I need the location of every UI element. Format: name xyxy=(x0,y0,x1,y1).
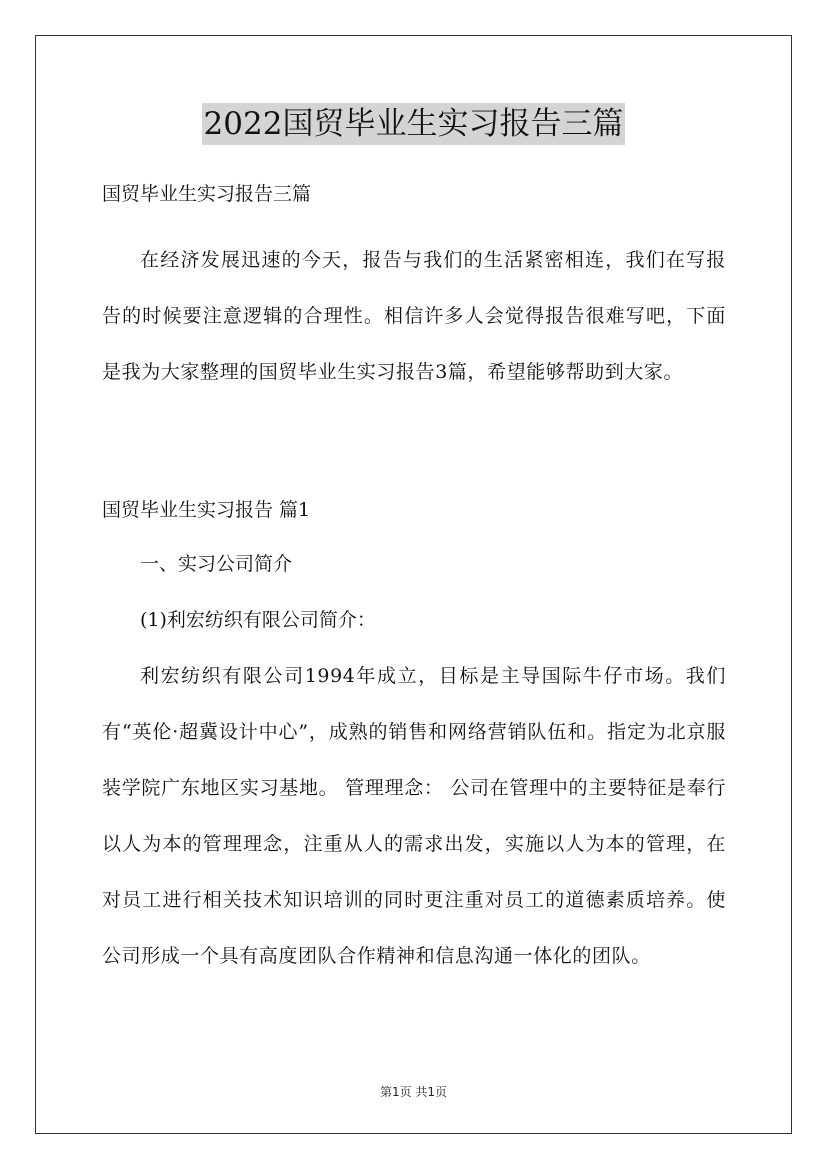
page-indicator: 第1页 共1页 xyxy=(379,1085,448,1099)
document-subtitle: 国贸毕业生实习报告三篇 xyxy=(102,183,312,205)
document-body xyxy=(102,178,726,984)
section-heading: 国贸毕业生实习报告 篇1 xyxy=(102,499,311,521)
section-item-company-intro: 一、实习公司简介 xyxy=(140,553,293,575)
title-container xyxy=(0,103,827,145)
section-item-lihong-intro: (1)利宏纺织有限公司简介： xyxy=(140,609,376,631)
intro-paragraph: 在经济发展迅速的今天，报告与我们的生活紧密相连，我们在写报告的时候要注意逻辑的合理性。相信许多人会觉得报告很难写吧，下面是我为大家整理的国贸毕业生实习报告3篇，希望能够帮助到大家。 xyxy=(102,249,726,383)
body-paragraph: 利宏纺织有限公司1994年成立，目标是主导国际牛仔市场。我们有“英伦·超冀设计中心”，成熟的销售和网络营销队伍和。指定为北京服装学院广东地区实习基地。 管理理念： 公司在管理中的主要特征是奉行以人为本的管理理念，注重从人的需求出发，实施以人为本的管理，在对员工进行相关技术知识培训的同时更注重对员工的道德素质培养。使公司形成一个具有高度团队合作精神和信息沟通一体化的团队。 xyxy=(102,665,726,967)
page-footer xyxy=(0,1083,827,1100)
document-title: 2022国贸毕业生实习报告三篇 xyxy=(202,103,626,145)
